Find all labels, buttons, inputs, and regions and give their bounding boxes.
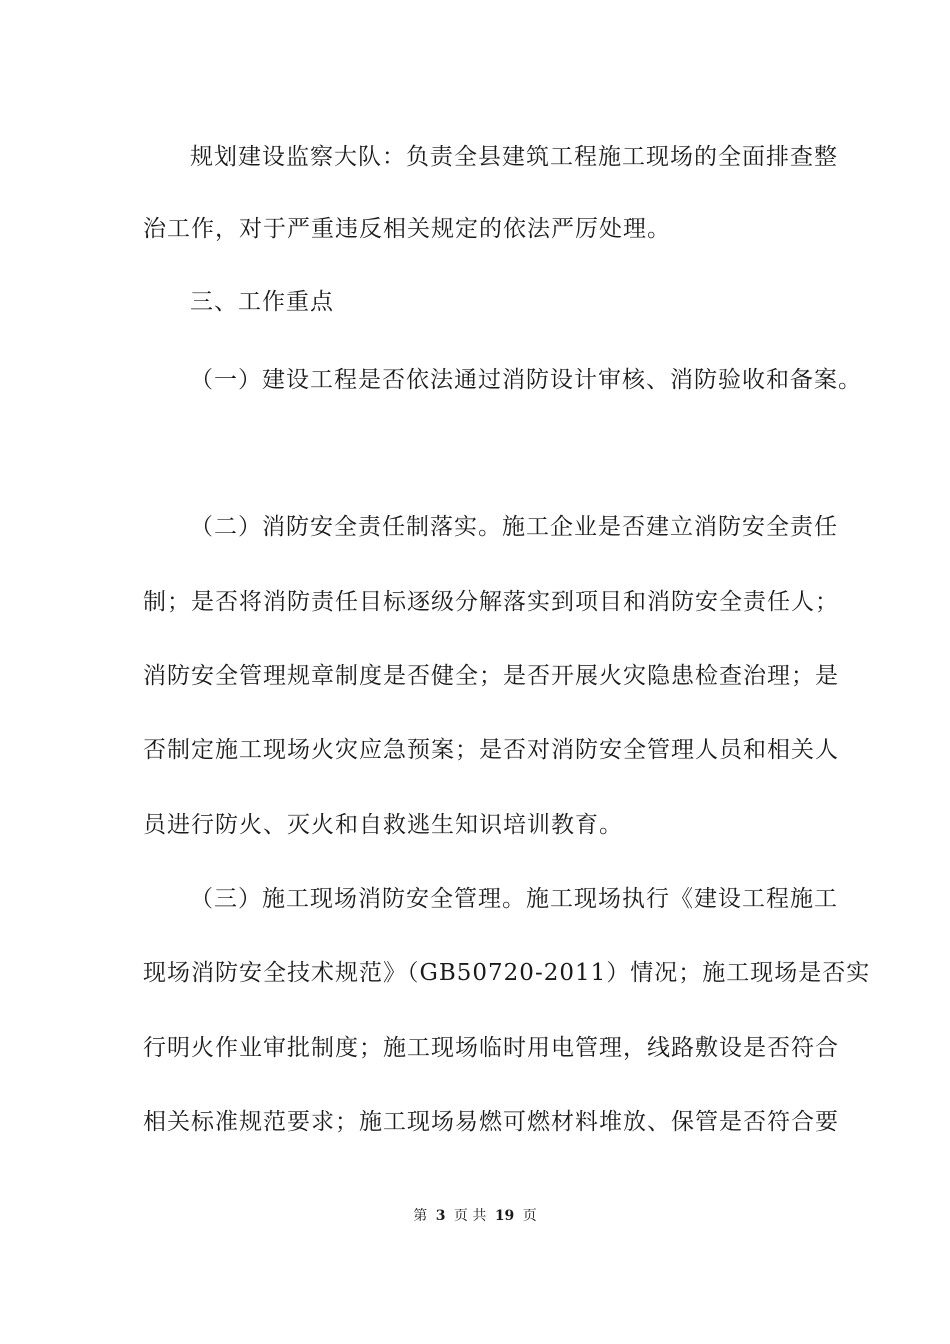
item-1-line-1: （一）建设工程是否依法通过消防设计审核、消防验收和备案。 xyxy=(190,367,862,393)
item-3-line-2: 现场消防安全技术规范》（GB50720-2011）情况；施工现场是否实 xyxy=(143,960,871,986)
item-3-line-4: 相关标准规范要求；施工现场易燃可燃材料堆放、保管是否符合要 xyxy=(143,1109,839,1135)
item-2-line-5: 员进行防火、灭火和自救逃生知识培训教育。 xyxy=(143,812,623,838)
item-3-line-1: （三）施工现场消防安全管理。施工现场执行《建设工程施工 xyxy=(190,886,838,912)
item-2-line-3: 消防安全管理规章制度是否健全；是否开展火灾隐患检查治理；是 xyxy=(143,663,839,689)
footer-middle: 页 共 xyxy=(453,1208,487,1224)
section-heading-3: 三、工作重点 xyxy=(190,289,334,315)
footer-total-pages: 19 xyxy=(494,1208,515,1224)
footer-suffix: 页 xyxy=(522,1208,537,1224)
paragraph-p1-line-1: 规划建设监察大队：负责全县建筑工程施工现场的全面排查整 xyxy=(190,144,838,170)
item-3-line-3: 行明火作业审批制度；施工现场临时用电管理，线路敷设是否符合 xyxy=(143,1035,839,1061)
item-2-line-2: 制；是否将消防责任目标逐级分解落实到项目和消防安全责任人； xyxy=(143,589,839,615)
paragraph-p1-line-2: 治工作，对于严重违反相关规定的依法严厉处理。 xyxy=(143,216,671,242)
footer-current-page: 3 xyxy=(435,1208,446,1224)
item-2-line-1: （二）消防安全责任制落实。施工企业是否建立消防安全责任 xyxy=(190,514,838,540)
item-2-line-4: 否制定施工现场火灾应急预案；是否对消防安全管理人员和相关人 xyxy=(143,737,839,763)
page-footer xyxy=(0,1206,950,1226)
footer-prefix: 第 xyxy=(413,1208,428,1224)
